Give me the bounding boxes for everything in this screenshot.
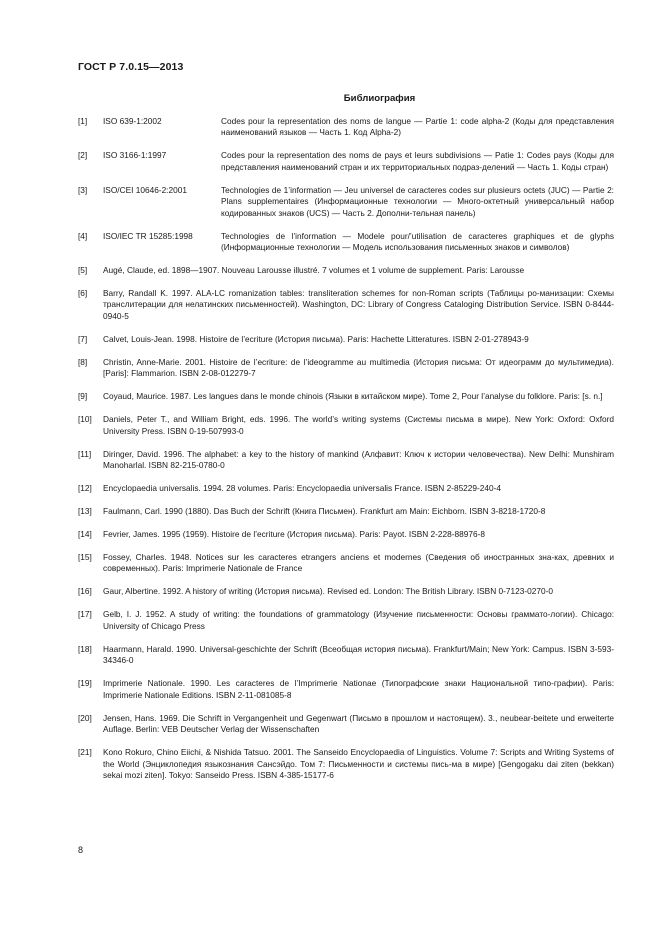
entry-number: [3]	[78, 184, 88, 195]
standard-entry	[78, 150, 614, 173]
standard-title: Technologies de 1’information — Jeu universel de caracteres codes sur plusieurs octets (JUC) — Partie 2: Plans supplementaires (Информационные технологии — Много-октетный универсальный набор кодированных знаков (UCS) — Часть 2. Дополни-тельная панель)	[221, 184, 614, 218]
reference-entry	[78, 449, 614, 472]
standard-code: ISO 639-1:2002	[103, 116, 162, 126]
standard-title: Codes pour la representation des noms de pays et leurs subdivisions — Patie 1: Codes pays (Коды для представления наименований стран и их территориальных подраз-делений — Часть 1. Коды стран)	[221, 150, 614, 172]
reference-text: Coyaud, Maurice. 1987. Les langues dans le monde chinois (Языки в китайском мире). Tome 2, Pour l’analyse du folklore. Paris: [s. n.]	[103, 391, 603, 402]
reference-text: Christin, Anne-Marie. 2001. Histoire de l’ecriture: de l’ideogramme au multimedia (История письма: От идеограмм до мультимедиа). [Paris]: Flammarion. ISBN 2-08-012279-7	[103, 356, 614, 379]
entry-number: [15]	[78, 552, 92, 563]
reference-entry	[78, 552, 614, 575]
bibliography-list	[78, 116, 614, 793]
reference-text: Barry, Randall K. 1997. ALA-LC romanization tables: transliteration schemes for non-Roman scripts (Таблицы ро-манизации: Схемы транслитерации для нелатинских письменностей). Washington, DC: Library of Congress Cataloging Distribution Service. ISBN 0-8444-0940-5	[103, 288, 614, 321]
entry-number: [6]	[78, 288, 88, 299]
reference-entry	[78, 713, 614, 736]
reference-entry	[78, 357, 614, 380]
standard-entry	[78, 231, 614, 254]
entry-number: [14]	[78, 529, 92, 540]
entry-number: [11]	[78, 448, 92, 459]
reference-entry	[78, 747, 614, 781]
reference-text: Encyclopaedia universalis. 1994. 28 volumes. Paris: Encyclopaedia universalis France. ISBN 2-85229-240-4	[103, 483, 502, 494]
entry-number: [7]	[78, 333, 88, 344]
reference-entry	[78, 506, 614, 517]
entry-number: [19]	[78, 678, 92, 689]
entry-number: [18]	[78, 643, 92, 654]
entry-number: [13]	[78, 506, 92, 517]
reference-entry	[78, 586, 614, 597]
entry-number: [5]	[78, 265, 88, 276]
entry-number: [17]	[78, 609, 92, 620]
reference-text: Jensen, Hans. 1969. Die Schrift in Vergangenheit und Gegenwart (Письмо в прошлом и настоящем). 3., neubear-beitete und erweiterte Auflage. Berlin: VEB Deutscher Verlag der Wissenschaften	[103, 712, 614, 735]
reference-text: Gelb, I. J. 1952. A study of writing: the foundations of grammatology (Изучение письменности: Основы граммато-логии). Chicago: University of Chicago Press	[103, 609, 614, 631]
reference-text: Augé, Claude, ed. 1898—1907. Nouveau Larousse illustré. 7 volumes et 1 volume de supplement. Paris: Larousse	[103, 265, 525, 276]
reference-entry	[78, 678, 614, 701]
standard-entry	[78, 185, 614, 219]
standard-entry	[78, 116, 614, 139]
reference-text: Fossey, Charles. 1948. Notices sur les caracteres etrangers anciens et modernes (Сведения об иностранных зна-ках, древних и современных). Paris: Imprimerie Nationale de France	[103, 552, 614, 574]
reference-text: Daniels, Peter T., and William Bright, eds. 1996. The world’s writing systems (Системы письма в мире). New York: Oxford: Oxford University Press. ISBN 0-19-507993-0	[103, 414, 614, 436]
reference-entry	[78, 483, 614, 494]
entry-number: [20]	[78, 712, 92, 723]
reference-entry	[78, 529, 614, 540]
reference-text: Kono Rokuro, Chino Eiichi, & Nishida Tatsuo. 2001. The Sanseido Encyclopaedia of Linguistics. Volume 7: Scripts and Writing Systems of the World (Энциклопедия языкознания Сансэйдо. Том 7: Письменности и системы пись-ма в мире) [Gengogaku dai ziten (bekkan) sekai mozi ziten]. Tokyo: Sanseido Press. ISBN 4-385-15177-6	[103, 747, 614, 780]
bibliography-title: Библиография	[343, 93, 416, 104]
reference-text: Haarmann, Harald. 1990. Universal-geschichte der Schrift (Всеобщая история письма). Frankfurt/Main; New York: Campus. ISBN 3-593-34346-0	[103, 643, 614, 666]
standard-title: Codes pour la representation des noms de langue — Partie 1: code alpha-2 (Коды для представления наименований языков — Часть 1. Код Alpha-2)	[221, 116, 614, 138]
reference-entry	[78, 644, 614, 667]
entry-number: [21]	[78, 747, 92, 758]
reference-text: Imprimerie Nationale. 1990. Les caracteres de l’Imprimerie Nationae (Типографские знаки Национальной типо-графии). Paris: Imprimerie Nationale Editions. ISBN 2-11-081085-8	[103, 678, 614, 700]
entry-number: [1]	[78, 116, 88, 126]
page-number: 8	[78, 845, 84, 855]
reference-entry	[78, 391, 614, 402]
standard-title: Technologies de l’information — Modele pour/’utilisation de caracteres graphiques et de glyphs (Информационные технологии — Модель использования письменных знаков и символов)	[221, 230, 614, 253]
entry-number: [12]	[78, 483, 92, 494]
reference-entry	[78, 609, 614, 632]
reference-text: Gaur, Albertine. 1992. A history of writing (История письма). Revised ed. London: The British Library. ISBN 0-7123-0270-0	[103, 586, 553, 597]
document-header: ГОСТ Р 7.0.15—2013	[78, 61, 184, 73]
entry-number: [9]	[78, 391, 88, 402]
entry-number: [10]	[78, 414, 92, 425]
reference-text: Fevrier, James. 1995 (1959). Histoire de l’ecriture (История письма). Paris: Payot. ISBN 2-228-88976-8	[103, 529, 485, 540]
standard-code: ISO/IEC TR 15285:1998	[103, 230, 193, 241]
reference-text: Faulmann, Carl. 1990 (1880). Das Buch der Schrift (Книга Письмен). Frankfurt am Main: Eichborn. ISBN 3-8218-1720-8	[103, 506, 546, 517]
entry-number: [8]	[78, 356, 88, 367]
reference-entry	[78, 265, 614, 276]
standard-code: ISO/CEI 10646-2:2001	[103, 184, 187, 195]
entry-number: [4]	[78, 230, 88, 241]
reference-entry	[78, 334, 614, 345]
reference-text: Calvet, Louis-Jean. 1998. Histoire de l’ecriture (История письма). Paris: Hachette Litteratures. ISBN 2-01-278943-9	[103, 333, 529, 344]
reference-entry	[78, 288, 614, 322]
reference-text: Diringer, David. 1996. The alphabet: a key to the history of mankind (Алфавит: Ключ к истории человечества). New Delhi: Munshiram Manoharlal. ISBN 82-215-0780-0	[103, 448, 614, 471]
entry-number: [2]	[78, 150, 88, 161]
standard-code: ISO 3166-1:1997	[103, 150, 167, 161]
entry-number: [16]	[78, 586, 92, 597]
reference-entry	[78, 414, 614, 437]
